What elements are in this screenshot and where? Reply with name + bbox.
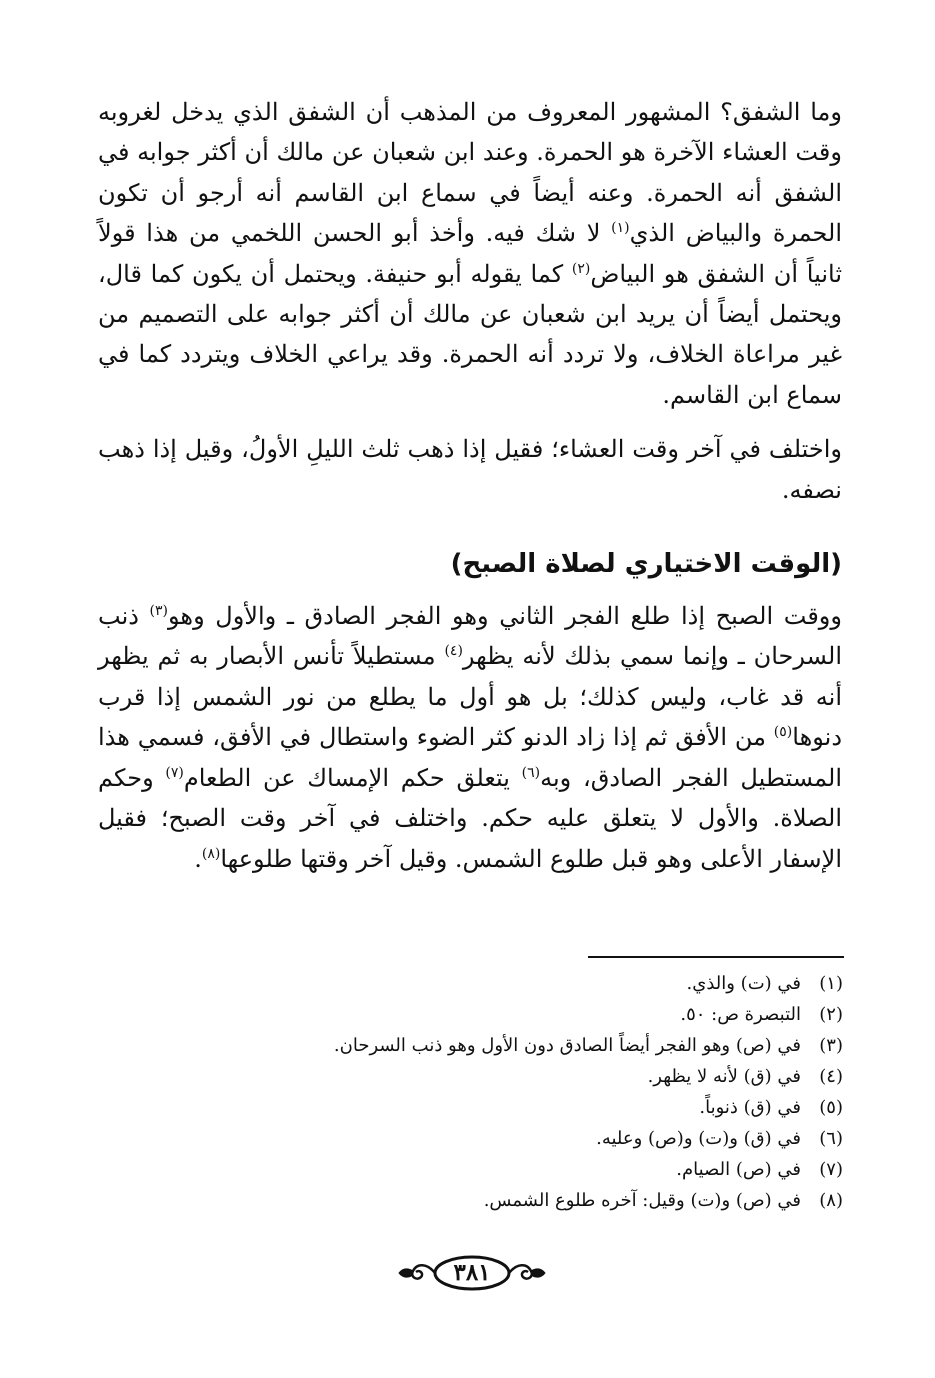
footnote-item	[193, 1154, 843, 1185]
footnote-number: (٨)	[819, 1190, 843, 1211]
footnotes-list	[193, 968, 843, 1216]
footnote-text: في (ق) ذنوباً.	[699, 1097, 801, 1118]
footnote-item	[193, 1123, 843, 1154]
footnote-text: التبصرة ص: ٥٠.	[680, 1004, 801, 1025]
paragraph-text: وحكم الصلاة. والأول لا يتعلق عليه حكم. واختلف في آخر وقت الصبح؛ فقيل الإسفار الأعلى وهو قبل طلوع الشمس. وقيل آخر وقتها طلوعها	[98, 763, 842, 873]
paragraph-text: ووقت الصبح إذا طلع الفجر الثاني وهو الفجر الصادق ـ والأول وهو	[168, 602, 842, 631]
footnote-text: في (ق) لأنه لا يظهر.	[647, 1066, 801, 1087]
page-number-ornament	[397, 1253, 547, 1293]
footnote-number: (٥)	[819, 1097, 843, 1118]
footnote-number: (٧)	[819, 1159, 843, 1180]
paragraph-text: يتعلق حكم الإمساك عن الطعام	[183, 763, 522, 792]
page-number: ٣٨١	[453, 1259, 491, 1286]
footnote-text: في (ص) وهو الفجر أيضاً الصادق دون الأول وهو ذنب السرحان.	[333, 1035, 801, 1056]
footnote-reference[interactable]: (٢)	[571, 260, 591, 277]
paragraph-subh	[98, 596, 842, 879]
footnote-item	[193, 1030, 843, 1061]
footnote-text: في (ت) والذي.	[686, 973, 801, 994]
paragraph-text: وما الشفق؟ المشهور المعروف من المذهب أن الشفق الذي يدخل لغروبه وقت العشاء الآخرة هو الحمرة. وعند ابن شعبان عن مالك أن أكثر جوابه في الشفق أنه الحمرة. وعنه أيضاً في سماع ابن القاسم أنه أرجو أن تكون الحمرة والبياض الذي	[98, 98, 843, 248]
paragraph-text: مستطيلاً تأنس الأبصار به ثم يظهر أنه قد غاب، وليس كذلك؛ بل هو أول ما يطلع من نور الشمس إذا قرب دنوها	[98, 642, 842, 752]
footnote-reference[interactable]: (٨)	[201, 845, 221, 862]
footnote-divider	[588, 956, 844, 958]
footnote-reference[interactable]: (٥)	[773, 724, 793, 741]
footnote-reference[interactable]: (٤)	[444, 643, 463, 660]
footnote-reference[interactable]: (٦)	[521, 764, 541, 781]
footnote-reference[interactable]: (٣)	[149, 603, 169, 620]
footnote-number: (١)	[819, 973, 843, 994]
paragraph-text: ذنب السرحان ـ وإنما سمي بذلك لأنه يظهر	[98, 602, 842, 671]
paragraph-text: لا شك فيه. وأخذ أبو الحسن اللخمي من هذا قولاً ثانياً أن الشفق هو البياض	[98, 219, 842, 288]
footnote-reference[interactable]: (٧)	[165, 764, 184, 781]
footnote-item	[193, 999, 843, 1030]
footnote-reference[interactable]: (١)	[611, 220, 630, 237]
section-heading: (الوقت الاختياري لصلاة الصبح)	[450, 549, 842, 580]
paragraph-text: من الأفق ثم إذا زاد الدنو كثر الضوء واستطال في الأفق، فسمي هذا المستطيل الفجر الصادق، وبه	[98, 723, 843, 792]
paragraph-isha-end: واختلف في آخر وقت العشاء؛ فقيل إذا ذهب ثلث الليلِ الأولُ، وقيل إذا ذهب نصفه.	[98, 435, 843, 504]
footnote-item	[193, 1061, 843, 1092]
footnote-text: في (ص) الصيام.	[676, 1159, 801, 1180]
footnote-item	[193, 968, 843, 999]
footnote-number: (٣)	[819, 1035, 843, 1056]
footnote-number: (٦)	[819, 1128, 843, 1149]
footnote-item	[193, 1185, 843, 1216]
footnote-item	[193, 1092, 843, 1123]
paragraph-text: .	[194, 844, 202, 873]
footnote-number: (٤)	[819, 1066, 843, 1087]
book-page	[98, 92, 842, 879]
paragraph-shafaq	[98, 92, 842, 415]
footnote-text: في (ص) و(ت) وقيل: آخره طلوع الشمس.	[483, 1190, 801, 1211]
footnote-number: (٢)	[819, 1004, 843, 1025]
paragraph-text: كما يقوله أبو حنيفة. ويحتمل أن يكون كما قال، ويحتمل أيضاً أن يريد ابن شعبان عن مالك أن أكثر جوابه على التصميم من غير مراعاة الخلاف، ولا تردد أنه الحمرة. وقد يراعي الخلاف ويتردد كما في سماع ابن القاسم.	[98, 259, 842, 409]
footnote-text: في (ق) و(ت) و(ص) وعليه.	[596, 1128, 801, 1149]
